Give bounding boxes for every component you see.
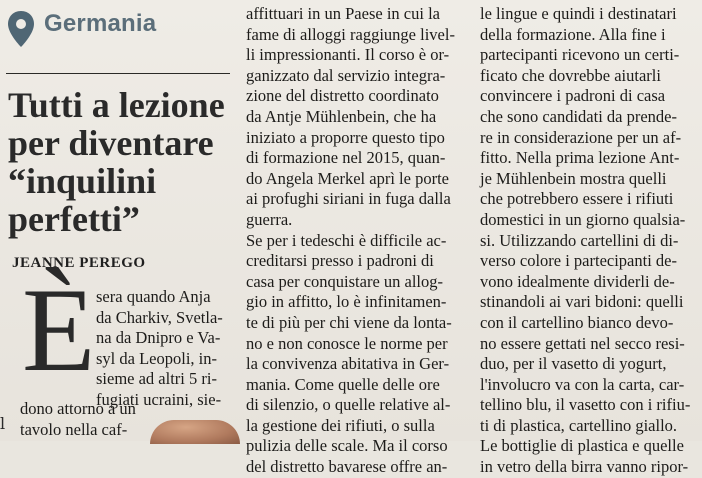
text-line: ganizzato dal servizio integra- bbox=[246, 65, 446, 85]
text-line: con il cartellino bianco devo- bbox=[480, 312, 674, 332]
text-line: guerra. bbox=[246, 209, 293, 229]
text-line: sera quando Anja bbox=[96, 287, 211, 306]
text-line: casa per conquistare un allog- bbox=[246, 271, 444, 291]
text-line: che sono candidati da prende- bbox=[480, 106, 678, 126]
location-pin-icon bbox=[6, 10, 36, 48]
headline-line: perfetti” bbox=[8, 199, 140, 239]
text-line: la convivenza abitativa in Ger- bbox=[246, 354, 450, 374]
text-line: duo, per il vasetto di yogurt, bbox=[480, 354, 667, 374]
text-line: Le bottiglie di plastica e quelle bbox=[480, 436, 684, 456]
text-line: te di più per chi viene da lonta- bbox=[246, 312, 452, 332]
text-line: partecipanti ricevono un certi- bbox=[480, 45, 680, 65]
text-line: li impressionanti. Il corso è or- bbox=[246, 45, 450, 65]
text-line: ti di plastica, cartellino giallo. bbox=[480, 415, 678, 435]
text-line: in vetro della birra vanno ripor- bbox=[480, 457, 689, 477]
text-line: convincere i padroni di casa bbox=[480, 86, 666, 106]
text-line: sieme ad altri 5 ri- bbox=[96, 369, 217, 389]
text-line: della formazione. Alla fine i bbox=[480, 24, 666, 44]
text-line: no e non conosce le norme per bbox=[246, 333, 448, 353]
text-line: je Mühlenbein mostra quelli bbox=[480, 168, 667, 188]
text-line: vono idealmente dividerli de- bbox=[480, 271, 675, 291]
text-line: dono attorno a un bbox=[20, 399, 136, 418]
article-column-3 bbox=[480, 4, 690, 478]
text-line: del distretto bavarese offre an- bbox=[246, 457, 448, 477]
text-line: pulizia delle scale. Ma il corso bbox=[246, 436, 448, 456]
text-line: mania. Come quelle delle ore bbox=[246, 374, 440, 394]
article-column-2 bbox=[246, 4, 455, 478]
headline-line: per diventare bbox=[8, 123, 214, 163]
headline-line: “inquilini bbox=[8, 161, 157, 201]
section-divider bbox=[6, 73, 230, 74]
text-line: di formazione nel 2015, quan- bbox=[246, 148, 446, 168]
text-line: re in considerazione per un af- bbox=[480, 127, 682, 147]
text-line: domestici in un giorno qualsia- bbox=[480, 209, 686, 229]
text-line: syl da Leopoli, in- bbox=[96, 348, 217, 368]
text-line: da Charkiv, Svetla- bbox=[96, 307, 223, 327]
text-line: le lingue e quindi i destinatari bbox=[480, 4, 677, 23]
adjacent-column-fragment: l bbox=[0, 414, 6, 433]
text-line: la gestione dei rifiuti, o sulla bbox=[246, 415, 435, 435]
text-line: di silenzio, o quelle relative al- bbox=[246, 395, 451, 415]
text-line: tavolo nella caf- bbox=[20, 419, 128, 439]
text-line: na da Dnipro e Va- bbox=[96, 328, 221, 348]
text-line: ficato che dovrebbe aiutarli bbox=[480, 65, 661, 85]
section-label: Germania bbox=[44, 10, 157, 37]
text-line: iniziato a proporre questo tipo bbox=[246, 127, 445, 147]
text-line: fitto. Nella prima lezione Ant- bbox=[480, 148, 680, 168]
text-line: Se per i tedeschi è difficile ac- bbox=[246, 230, 447, 250]
byline: JEANNE PEREGO bbox=[12, 255, 146, 271]
headline-line: Tutti a lezione bbox=[8, 85, 225, 125]
text-line: verso colore i partecipanti de- bbox=[480, 251, 677, 271]
partial-photo bbox=[150, 420, 240, 444]
article-column-1-bottom bbox=[20, 399, 136, 440]
text-line: fugiati ucraini, sie- bbox=[96, 389, 222, 409]
text-line: stinandoli ai vari bidoni: quelli bbox=[480, 292, 684, 312]
text-line: do Angela Merkel aprì le porte bbox=[246, 168, 449, 188]
text-line: gio in affitto, lo è infinitamen- bbox=[246, 292, 447, 312]
text-line: da Antje Mühlenbein, che ha bbox=[246, 106, 437, 126]
headline bbox=[8, 86, 238, 238]
text-line: zione del distretto coordinato bbox=[246, 86, 439, 106]
text-line: creditarsi presso i padroni di bbox=[246, 251, 434, 271]
article-column-1 bbox=[96, 287, 223, 411]
text-line: tellino blu, il vasetto con i rifiu- bbox=[480, 395, 691, 415]
text-line: affittuari in un Paese in cui la bbox=[246, 4, 440, 23]
text-line: fame di alloggi raggiunge livel- bbox=[246, 24, 455, 44]
text-line: ai profughi siriani in fuga dalla bbox=[246, 189, 451, 209]
drop-cap: È bbox=[22, 263, 96, 396]
text-line: no essere gettati nel secco resi- bbox=[480, 333, 685, 353]
text-line: che potrebbero essere i rifiuti bbox=[480, 189, 674, 209]
text-line: si. Utilizzando cartellini di di- bbox=[480, 230, 679, 250]
text-line: l'involucro va con la carta, car- bbox=[480, 374, 685, 394]
